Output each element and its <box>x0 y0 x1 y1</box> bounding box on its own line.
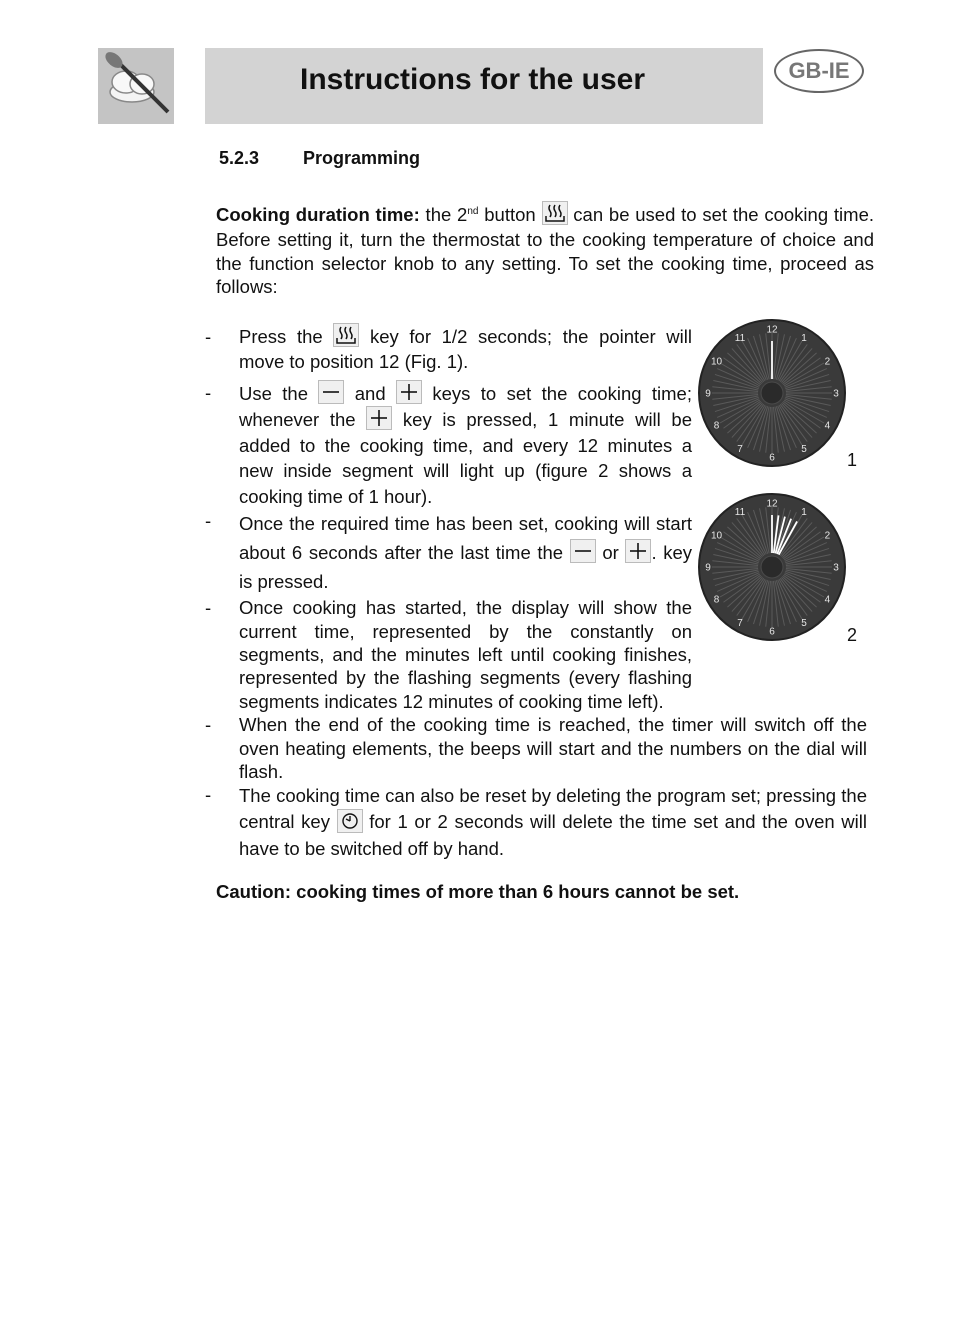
plus-icon <box>396 380 422 404</box>
dial-number: 10 <box>711 530 723 542</box>
bullet-text: for 1 or 2 seconds will delete the time set and the oven will have to be switched off by hand. <box>239 811 867 859</box>
intro-sup: nd <box>467 206 479 217</box>
bullet-text: . key is pressed. <box>239 542 692 593</box>
caution-note: Caution: cooking times of more than 6 hours cannot be set. <box>216 881 740 902</box>
chef-logo-icon <box>98 48 174 124</box>
minus-icon <box>570 539 596 563</box>
bullet-text: or <box>595 542 626 564</box>
bullet-text: key is pressed, 1 minute will be added to the cooking time, and every 12 minutes a new inside segment will light up (figure 2 shows a cooking time of 1 hour). <box>239 408 693 507</box>
minus-icon <box>318 380 344 404</box>
page-title: Instructions for the user <box>300 63 646 96</box>
oven-heat-icon <box>333 323 359 347</box>
region-badge: GB-IE <box>774 49 864 93</box>
bullet-text: Once the required time has been set, cooking will start about 6 seconds after the last time the <box>239 513 692 564</box>
dial-number: 1 <box>801 333 807 345</box>
dial-number: 2 <box>824 356 831 368</box>
list-item <box>205 783 867 861</box>
dial-number: 1 <box>801 507 807 519</box>
list-item <box>205 713 867 783</box>
header-bar <box>205 48 763 124</box>
figure-label-1: 1 <box>847 450 858 470</box>
bullet-text: When the end of the cooking time is reached, the timer will switch off the oven heating elements, the beeps will start and the numbers on the dial will flash. <box>239 714 867 783</box>
dial-number: 4 <box>824 420 831 432</box>
bullet-dash: - <box>205 326 212 347</box>
bullet-dash: - <box>205 714 212 736</box>
clock-icon <box>337 809 363 833</box>
dial-number: 12 <box>766 498 778 510</box>
bullet-text: Once cooking has started, the display will show the current time, represented by the constantly on segments, and the minutes left until cooking finishes, represented by the flashing segments (every flashing segments indicates 12 minutes of cooking time left). <box>239 597 692 712</box>
intro-text: can be used to set the cooking time. Before setting it, turn the thermostat to the cooking temperature of choice and the function selector knob to any setting. To set the cooking time, proceed as follows: <box>216 204 874 298</box>
dial-number: 3 <box>833 388 839 400</box>
dial-number: 8 <box>713 594 720 606</box>
oven-heat-icon <box>542 201 568 225</box>
plus-icon <box>625 539 651 563</box>
dial-number: 5 <box>801 617 807 629</box>
timer-dial-figure-1 <box>697 318 847 468</box>
dial-number: 5 <box>801 443 807 455</box>
dial-number: 7 <box>737 617 743 629</box>
bullet-dash: - <box>205 597 212 619</box>
timer-dial-figure-2 <box>697 492 847 642</box>
bullet-text: key for 1/2 seconds; the pointer will move to position 12 (Fig. 1). <box>239 326 692 373</box>
dial-number: 2 <box>824 530 831 542</box>
dial-number: 7 <box>737 443 743 455</box>
section-number: 5.2.3 <box>219 148 260 168</box>
bullet-dash: - <box>205 381 212 403</box>
intro-paragraph <box>216 200 874 298</box>
dial-number: 12 <box>766 324 778 336</box>
figure-label-2: 2 <box>847 625 858 645</box>
dial-number: 11 <box>734 333 746 345</box>
bullet-text: Use the <box>239 382 319 404</box>
plus-icon <box>366 406 392 430</box>
bullet-dash: - <box>205 510 212 532</box>
bullet-text: Press the <box>239 326 334 347</box>
dial-number: 4 <box>824 594 831 606</box>
dial-number: 10 <box>711 356 723 368</box>
dial-number: 3 <box>833 562 839 574</box>
bullet-text: keys to set the cooking time; whenever the <box>239 382 692 430</box>
dial-number: 9 <box>705 388 711 400</box>
dial-number: 6 <box>769 452 775 464</box>
bullet-dash: - <box>205 784 212 806</box>
section-heading <box>219 148 420 169</box>
bullet-text: and <box>344 382 396 404</box>
dial-number: 8 <box>713 420 720 432</box>
dial-number: 9 <box>705 562 711 574</box>
dial-number: 11 <box>734 507 746 519</box>
section-title: Programming <box>303 148 421 168</box>
intro-lead: Cooking duration time: <box>216 204 420 226</box>
dial-number: 6 <box>769 626 775 638</box>
intro-text: the 2 <box>419 204 468 226</box>
bullet-text: The cooking time can also be reset by deleting the program set; pressing the central key <box>239 785 867 833</box>
intro-text: button <box>478 204 542 226</box>
